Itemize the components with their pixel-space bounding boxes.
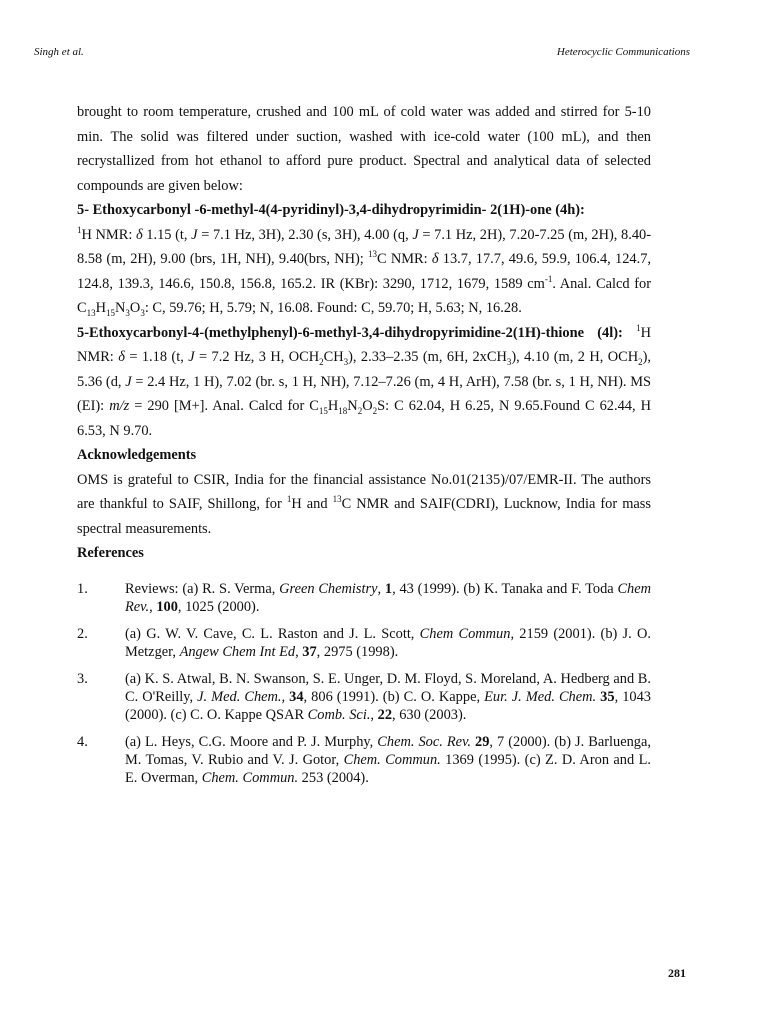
compound-4h-entry: 5- Ethoxycarbonyl -6-methyl-4(4-pyridinyl)-3,4-dihydropyrimidin- 2(1H)-one (4h): $^1$H NMR: δ 1.15 (t, J = 7.1 Hz, 3H), 2.30 (s, 3H), 4.00 (q, J = 7.1 Hz, 2H), 7.20-7.25 (m, 2H), 8.40-8.58 (m, 2H), 9.00 (brs, 1H, NH), 9.40(brs, NH); $^{13}$C NMR: δ 13.7, 17.7, 49.6, 59.9, 106.4, 124.7, 124.8, 139.3, 146.6, 150.8, 156.8, 165.2. IR (KBr): 3290, 1712, 1679, 1589 $cm^{-1}$. Anal. Calcd for $C_{13}H_{15}N_3O_3$: C, 59.76; H, 5.79; N, 16.08. Found: C, 59.70; H, 5.63; N, 16.28. — [77, 202, 652, 318]
header-journal: Heterocyclic Communications — [556, 46, 690, 58]
reference-item: 3. (a) K. S. Atwal, B. N. Swanson, S. E. Unger, D. M. Floyd, S. Moreland, A. Hedberg and B. C. O'Reilly, J. Med. Chem., 34, 806 (1991). (b) C. O. Kappe, Eur. J. Med. Chem. 35, 1043 (2000). (c) C. O. Kappe QSAR Comb. Sci., 22, 630 (2003). — [77, 670, 651, 723]
intro-paragraph: brought to room temperature, crushed and 100 mL of cold water was added and stirred for 5-10 min. The solid was filtered under suction, washed with ice-cold water (100 mL), and then recrystallized from hot ethanol to afford pure product. Spectral and analytical data of selected compounds are given below: — [77, 104, 651, 194]
reference-item: 1. Reviews: (a) R. S. Verma, Green Chemistry, 1, 43 (1999). (b) K. Tanaka and F. Toda Chem Rev., 100, 1025 (2000). — [77, 580, 652, 615]
compound-4l-entry: 5-Ethoxycarbonyl-4-(methylphenyl)-6-methyl-3,4-dihydropyrimidine-2(1H)-thione (4l): $^1$H NMR: δ = 1.18 (t, J = 7.2 Hz, 3 H, $OCH_2CH_3$), 2.33–2.35 (m, 6H, 2xCH$_3$), 4.10 (m, 2 H, $OCH_2$), 5.36 (d, J = 2.4 Hz, 1 H), 7.02 (br. s, 1 H, NH), 7.12–7.26 (m, 4 H, ArH), 7.58 (br. s, 1 H, NH). MS (EI): m/z = 290 [M+]. Anal. Calcd for $C_{15}H_{18}N_2O_2S$: C 62.04, H 6.25, N 9.65.Found C 62.44, H 6.53, N 9.70. — [77, 322, 652, 439]
reference-item: 2. (a) G. W. V. Cave, C. L. Raston and J. L. Scott, Chem Commun, 2159 (2001). (b) J. O. Metzger, Angew Chem Int Ed, 37, 2975 (1998). — [77, 625, 651, 660]
reference-item: 4. (a) L. Heys, C.G. Moore and P. J. Murphy, Chem. Soc. Rev. 29, 7 (2000). (b) J. Barluenga, M. Tomas, V. Rubio and V. J. Gotor, Chem. Commun. 1369 (1995). (c) Z. D. Aron and L. E. Overman, Chem. Commun. 253 (2004). — [77, 733, 651, 786]
running-header — [34, 46, 690, 58]
reference-number: 2. — [77, 625, 88, 642]
compound-4h-title: 5- Ethoxycarbonyl -6-methyl-4(4-pyridinyl)-3,4-dihydropyrimidin- 2(1H)-one (4h): — [77, 202, 585, 218]
reference-number: 4. — [77, 733, 88, 750]
page-body — [77, 100, 651, 796]
page-number: 281 — [668, 966, 686, 980]
reference-number: 3. — [77, 670, 88, 687]
references-list — [77, 580, 651, 787]
compound-4l-title: 5-Ethoxycarbonyl-4-(methylphenyl)-6-methyl-3,4-dihydropyrimidine-2(1H)-thione (4l): — [77, 324, 623, 341]
reference-number: 1. — [77, 580, 88, 597]
acknowledgements-heading: Acknowledgements — [77, 447, 197, 463]
header-authors: Singh et al. — [34, 46, 84, 58]
acknowledgements-paragraph: OMS is grateful to CSIR, India for the financial assistance No.01(2135)/07/EMR-II. The authors are thankful to SAIF, Shillong, for $^1$H and $^{13}$C NMR and SAIF(CDRI), Lucknow, India for mass spectral measurements. — [77, 471, 651, 537]
references-heading: References — [77, 545, 144, 561]
